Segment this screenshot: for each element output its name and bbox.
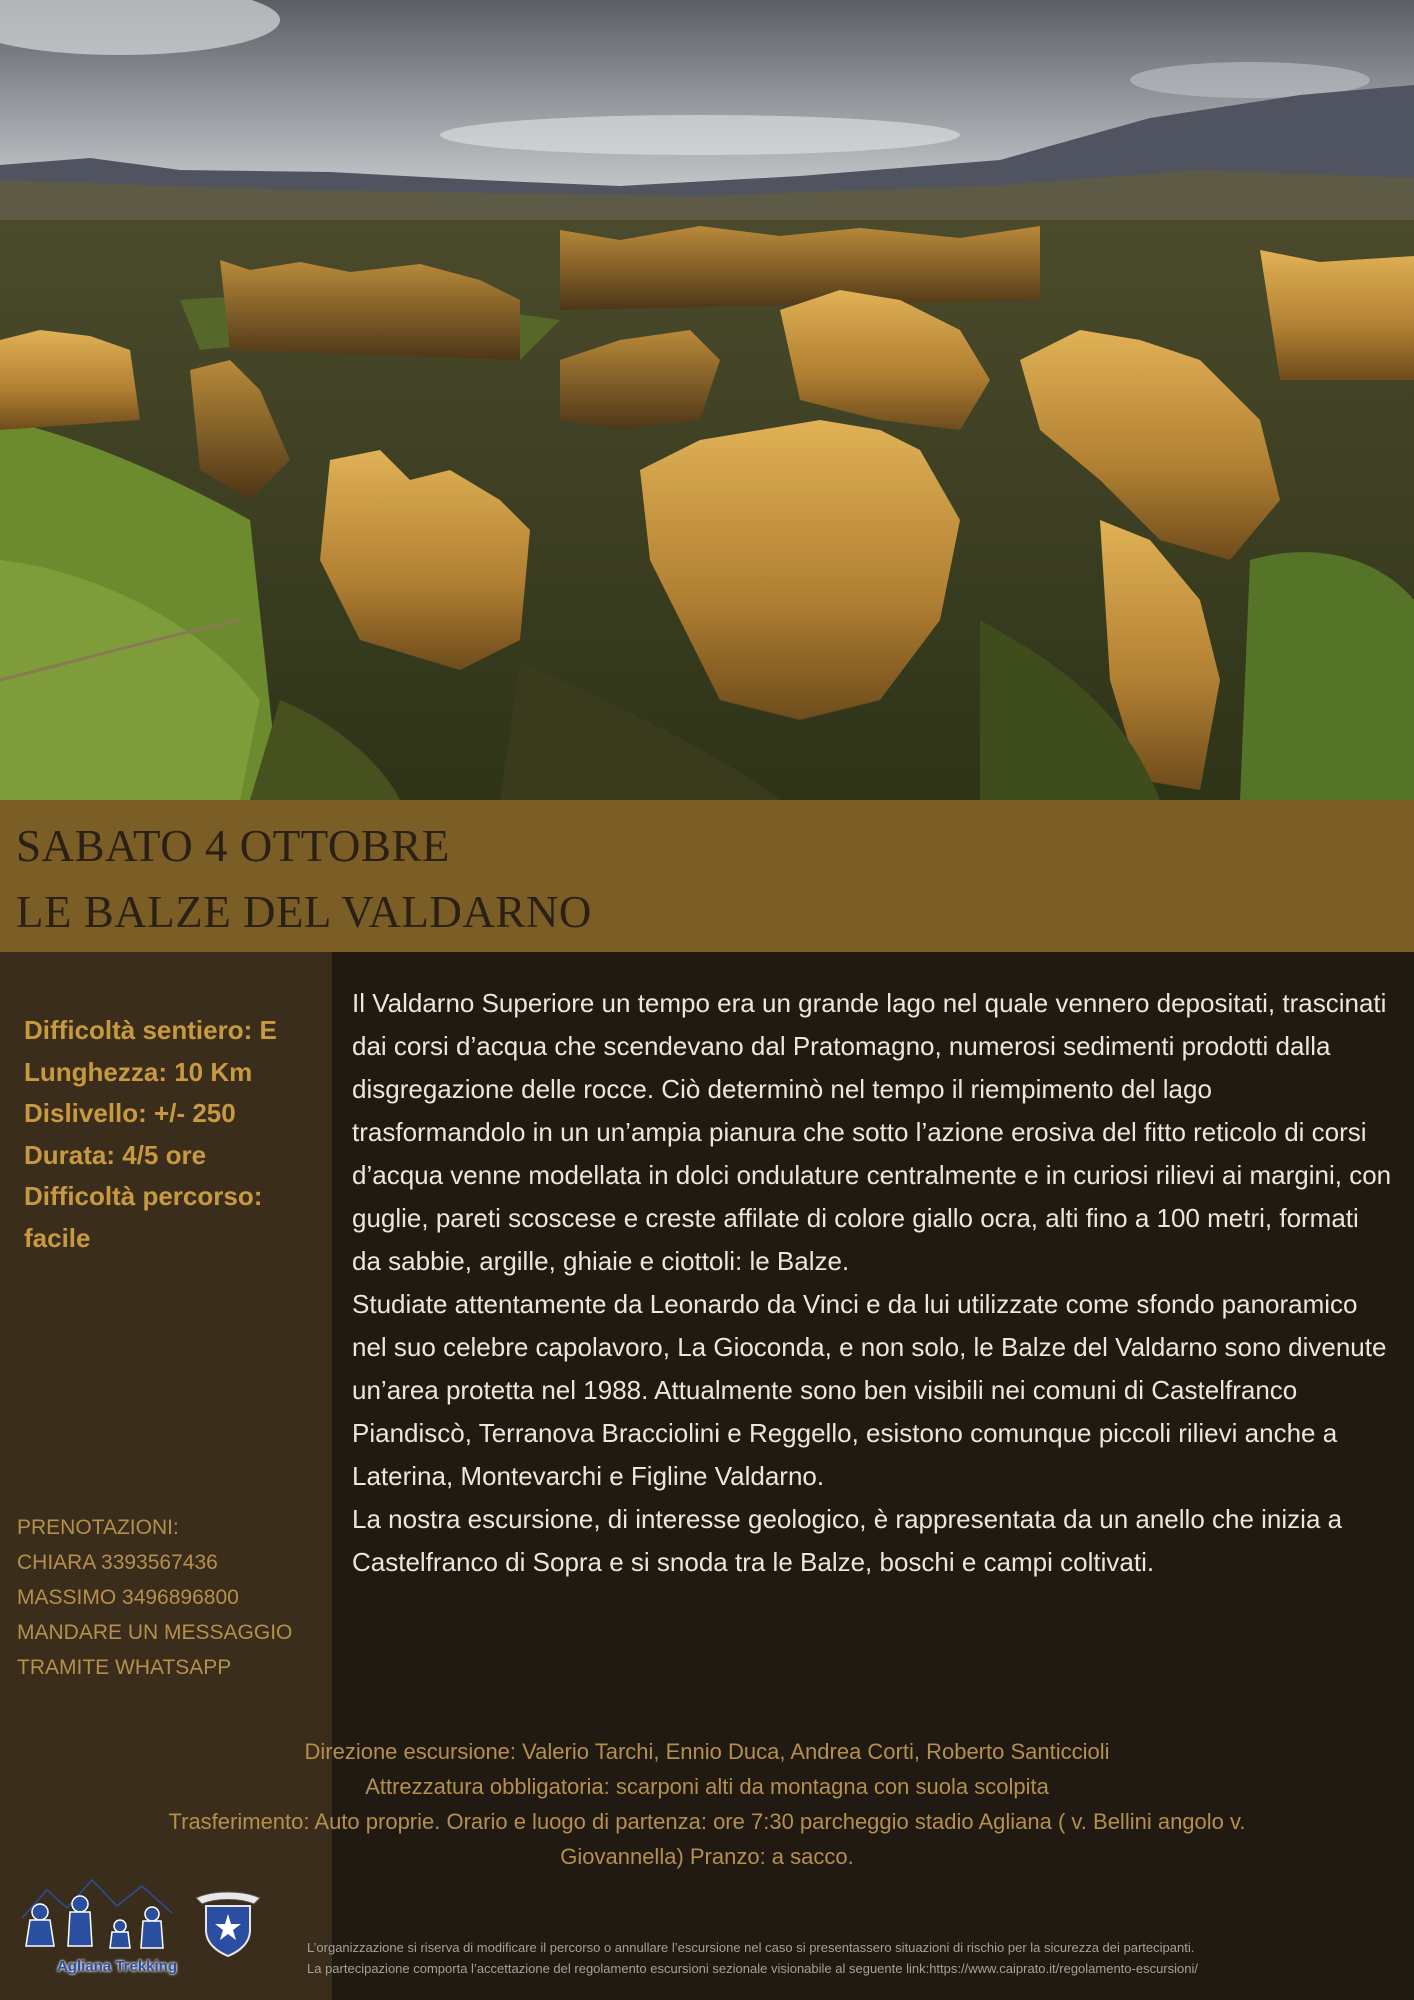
spec-route-difficulty-value: facile [24,1222,91,1253]
spec-trail-difficulty: Difficoltà sentiero: E [24,1015,277,1045]
disclaimer-footer [307,1937,1402,1979]
event-date-title: SABATO 4 OTTOBRE [16,821,450,871]
event-description [352,982,1392,1584]
booking-instruction: MANDARE UN MESSAGGIO [17,1621,293,1644]
booking-contact-chiara: CHIARA 3393567436 [17,1551,218,1574]
title-band [0,800,1414,952]
event-name-title: LE BALZE DEL VALDARNO [16,887,592,937]
description-paragraph-geology: Il Valdarno Superiore un tempo era un grande lago nel quale vennero depositati, trascinati dai corsi d’acqua che scendevano dal Pratomagno, numerosi sedimenti prodotti dalla disgregazione delle rocce. Ciò determinò nel tempo il riempimento del lago trasformandolo in un un’ampia pianura che sotto l’azione erosiva del fitto reticolo di corsi d’acqua venne modellata in dolci ondulature centralmente e in curiosi rilievi ai margini, con guglie, pareti scoscese e creste affilate di colore giallo ocra, alti fino a 100 metri, formati da sabbie, argille, ghiaie e ciottoli: le Balze. [352,988,1392,1276]
cai-emblem-icon [192,1886,264,1958]
description-paragraph-history: Studiate attentamente da Leonardo da Vinci e da lui utilizzate come sfondo panoramico nel suo celebre capolavoro, La Gioconda, e non solo, le Balze del Valdarno sono divenute un’area protetta nel 1988. Attualmente sono ben visibili nei comuni di Castelfranco Piandiscò, Terranova Bracciolini e Reggello, esistono comunque piccoli rilievi anche a Laterina, Montevarchi e Figline Valdarno. [352,1289,1387,1491]
spec-elevation: Dislivello: +/- 250 [24,1098,236,1128]
spec-length: Lunghezza: 10 Km [24,1056,253,1087]
spec-duration: Durata: 4/5 ore [24,1139,207,1170]
logistics-transfer: Trasferimento: Auto proprie. Orario e luogo di partenza: ore 7:30 parcheggio stadio Agliana ( v. Bellini angolo v. [168,1809,1246,1834]
booking-contact-massimo: MASSIMO 3496896800 [17,1586,239,1609]
logos [22,1868,272,1978]
booking-heading: PRENOTAZIONI: [17,1516,179,1539]
agliana-trekking-logo-icon [22,1868,172,1960]
spec-route-difficulty: Difficoltà percorso: [24,1181,263,1211]
logistics-equipment: Attrezzatura obbligatoria: scarponi alti da montagna con suola scolpita [365,1774,1049,1799]
logistics-transfer-continued: Giovannella) Pranzo: a sacco. [560,1844,854,1869]
booking-info [17,1510,337,1685]
hike-specs [24,1010,324,1259]
disclaimer-line-changes: L’organizzazione si riserva di modificare il percorso o annullare l’escursione nel caso si presentassero situazioni di rischio per la sicurezza dei partecipanti. [307,1940,1195,1955]
description-paragraph-route: La nostra escursione, di interesse geologico, è rappresentata da un anello che inizia a Castelfranco di Sopra e si snoda tra le Balze, boschi e campi coltivati. [352,1504,1343,1577]
disclaimer-line-regulations: La partecipazione comporta l’accettazione del regolamento escursioni sezionale visionabile al seguente link:https://www.caiprato.it/regolamento-escursioni/ [307,1961,1198,1976]
hero-landscape-photo [0,0,1414,800]
logistics-info [0,1734,1414,1874]
logistics-guides: Direzione escursione: Valerio Tarchi, Ennio Duca, Andrea Corti, Roberto Santiccioli [304,1739,1110,1764]
booking-instruction-whatsapp: TRAMITE WHATSAPP [17,1656,232,1679]
agliana-trekking-label: Agliana Trekking [56,1958,178,1975]
